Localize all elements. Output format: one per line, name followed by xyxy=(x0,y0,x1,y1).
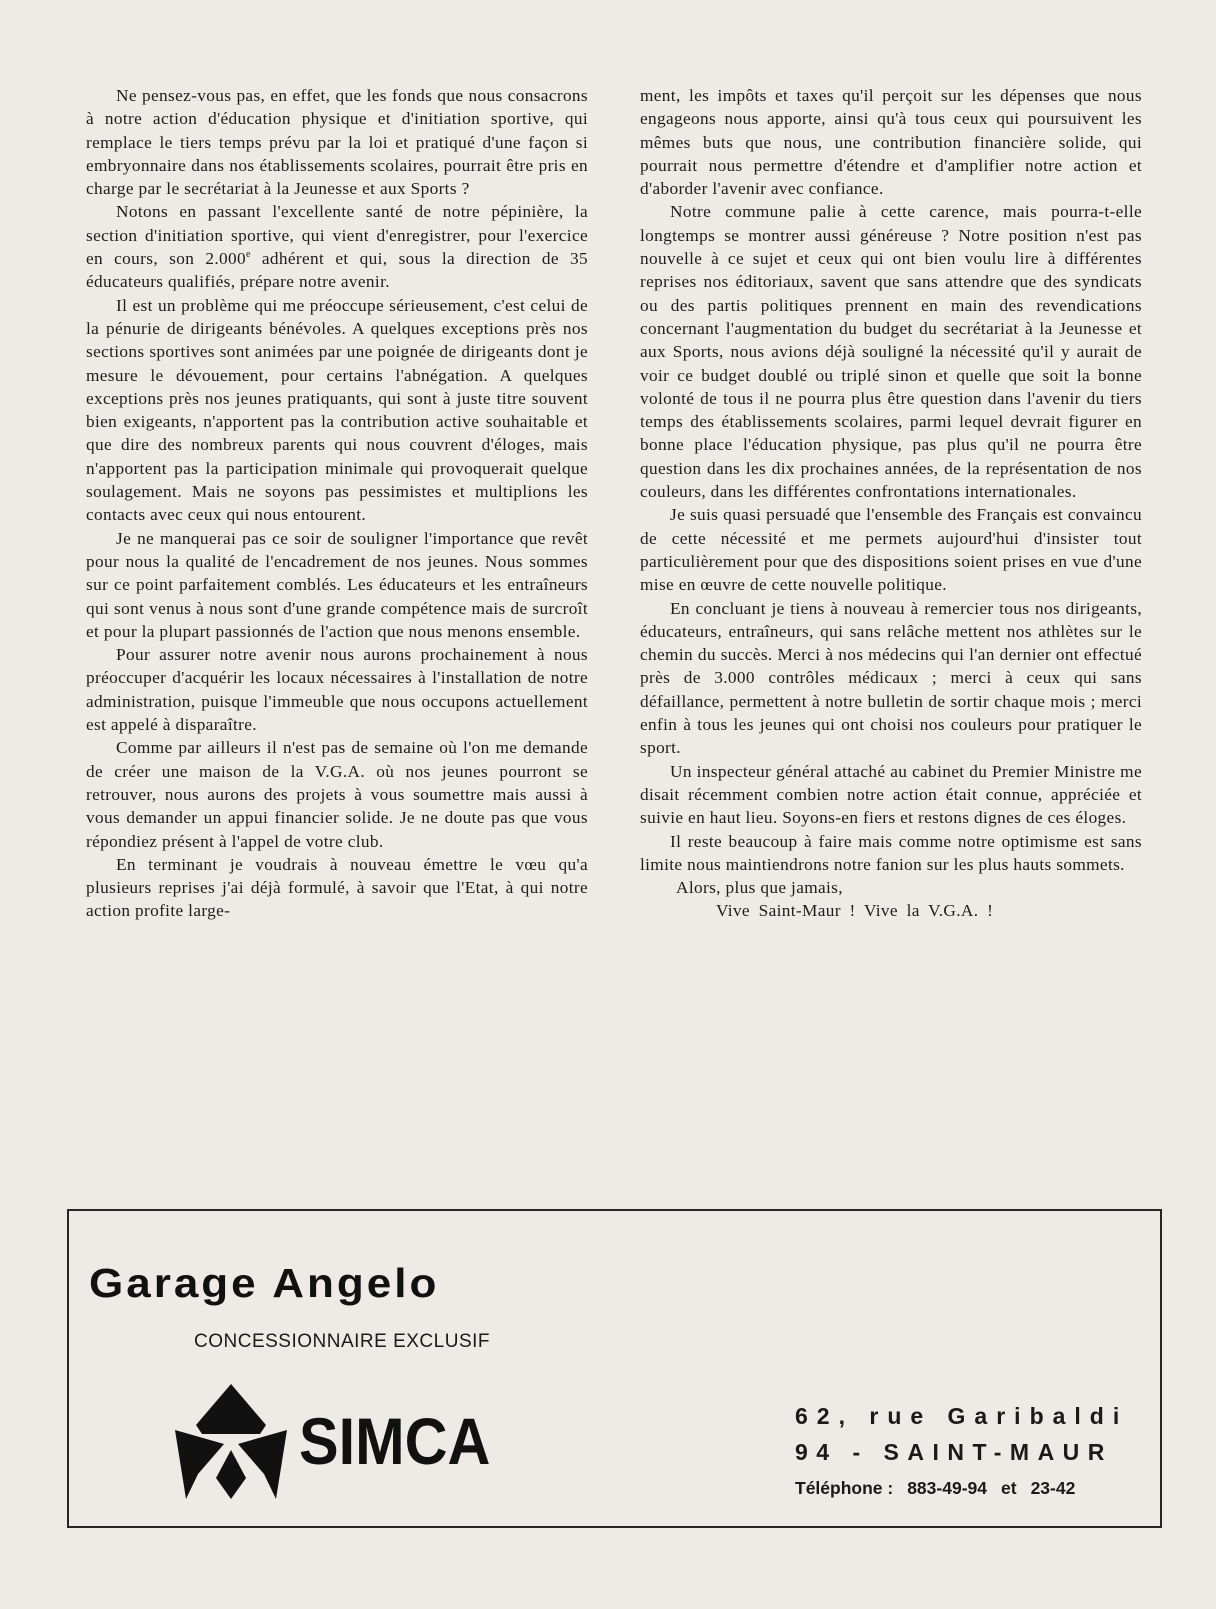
ad-phone xyxy=(795,1478,1089,1499)
paragraph: Un inspecteur général attaché au cabinet du Premier Ministre me disait récemment combien notre action était connue, appréciée et suivie en haut lieu. Soyons-en fiers et restons dignes de ces éloges. xyxy=(640,761,1142,828)
paragraph: Je ne manquerai pas ce soir de souligner l'importance que revêt pour nous la qualité de l'encadrement de nos jeunes. Nous sommes sur ce point parfaitement comblés. Les éducateurs et les entraîneurs qui sont venus à nous sont d'une grande compétence mais de surcroît et pour la plupart passionnés de l'action que nous menons ensemble. xyxy=(86,528,588,641)
paragraph: Je suis quasi persuadé que l'ensemble des Français est convaincu de cette nécessité et me permets aujourd'hui d'insister tout particulièrement pour que des dispositions soient prises en vue d'une mise en œuvre de cette nouvelle politique. xyxy=(640,505,1142,595)
phone-number: 883-49-94 xyxy=(907,1478,987,1498)
paragraph: Comme par ailleurs il n'est pas de semaine où l'on me demande de créer une maison de la V.G.A. où nos jeunes pourront se retrouver, nous aurons des projets à vous soumettre mais aussi à vous demander un appui financier solide. Je ne doute pas que vous répondiez présent à l'appel de votre club. xyxy=(86,738,588,851)
paragraph: En concluant je tiens à nouveau à remercier tous nos dirigeants, éducateurs, entraîneurs, qui sans relâche mettent nos athlètes sur le chemin du succès. Merci à nos médecins qui l'an dernier ont effectué près de 3.000 contrôles médicaux ; merci à ceux qui sans défaillance, permettent à notre bulletin de sortir chaque mois ; merci enfin à tous les jeunes qui ont choisi nos couleurs pour pratiquer le sport. xyxy=(640,598,1142,758)
garage-advertisement xyxy=(67,1209,1162,1528)
superscript: e xyxy=(245,249,251,261)
closing-line: Alors, plus que jamais, xyxy=(676,878,843,898)
paragraph: ment, les impôts et taxes qu'il perçoit sur les dépenses que nous engageons nous apporte, ainsi qu'à tous ceux qui poursuivent les mêmes buts que nous, une contribution financière solide, qui pourrait nous permettre d'étendre et d'amplifier notre action et d'aborder l'avenir avec confiance. xyxy=(640,86,1142,199)
paragraph: Notre commune palie à cette carence, mais pourra-t-elle longtemps se montrer aussi généreuse ? Notre position n'est pas nouvelle à ce sujet et ceux qui ont bien voulu lire à différentes reprises nos éditoriaux, savent que sans attendre que des syndicats ou des partis politiques prennent en main des revendications concernant l'augmentation du budget du secrétariat à la Jeunesse et aux Sports, nous avions déjà souligné la nécessité qu'il y aurait de voir ce budget doublé ou triplé sinon et quelle que soit la bonne volonté de tous il ne pourra plus être question dans l'avenir du tiers temps des établissements scolaires, parmi lequel devrait figurer en bonne place l'éducation physique, pas plus qu'il ne pourra être question dans les dix prochaines années, de la représentation de nos couleurs, dans les différentes confrontations internationales. xyxy=(640,202,1142,502)
simca-swallow-star-icon xyxy=(172,1382,290,1500)
ad-tagline: CONCESSIONNAIRE EXCLUSIF xyxy=(194,1331,490,1352)
ad-address-city: 94 - SAINT-MAUR xyxy=(795,1439,1113,1465)
paragraph-text: Notons en passant l'excellente santé de notre pépinière, la section d'initiation sportive, qui vient d'enregistrer, pour l'exercice en cours, son 2.000 xyxy=(86,202,588,269)
paragraph-text: adhérent et qui, sous la direction de 35 éducateurs qualifiés, prépare notre avenir. xyxy=(86,249,588,292)
paragraph: En terminant je voudrais à nouveau émettre le vœu qu'a plusieurs reprises j'ai déjà formulé, à savoir que l'Etat, à qui notre action profite large- xyxy=(86,854,588,921)
simca-brand-wordmark: SIMCA xyxy=(299,1404,491,1478)
paragraph xyxy=(86,200,588,293)
paragraph: Il est un problème qui me préoccupe sérieusement, c'est celui de la pénurie de dirigeants bénévoles. A quelques exceptions près nos sections sportives sont animées par une poignée de dirigeants dont je mesure le dévouement, pour certains l'abnégation. A quelques exceptions près nos jeunes pratiquants, qui sont à juste titre souvent bien exigeants, n'apportent pas la contribution active souhaitable et que dire des nombreux parents qui nous couvrent d'éloges, mais n'apportent pas la participation minimale qui provoquerait quelque soulagement. Mais ne soyons pas pessimistes et multiplions les contacts avec ceux qui nous entourent. xyxy=(86,295,588,525)
phone-number: 23-42 xyxy=(1030,1478,1076,1498)
ad-address-street: 62, rue Garibaldi xyxy=(795,1403,1129,1429)
closing-cheer: Vive Saint-Maur ! Vive la V.G.A. ! xyxy=(716,901,994,921)
phone-label: Téléphone : xyxy=(795,1478,894,1498)
right-text-column xyxy=(640,84,1142,923)
phone-joiner: et xyxy=(1001,1478,1017,1498)
paragraph: Ne pensez-vous pas, en effet, que les fonds que nous consacrons à notre action d'éducation physique et d'initiation sportive, qui remplace le tiers temps prévu par la loi et pratiqué d'une façon si embryonnaire dans nos établissements scolaires, pourrait être pris en charge par le secrétariat à la Jeunesse et aux Sports ? xyxy=(86,86,588,199)
paragraph: Il reste beaucoup à faire mais comme notre optimisme est sans limite nous maintiendrons notre fanion sur les plus hauts sommets. xyxy=(640,831,1142,874)
ad-business-name: Garage Angelo xyxy=(89,1261,440,1307)
left-text-column xyxy=(86,84,588,923)
paragraph: Pour assurer notre avenir nous aurons prochainement à nous préoccuper d'acquérir les locaux nécessaires à l'installation de notre administration, puisque l'immeuble que nous occupons actuellement est appelé à disparaître. xyxy=(86,645,588,735)
